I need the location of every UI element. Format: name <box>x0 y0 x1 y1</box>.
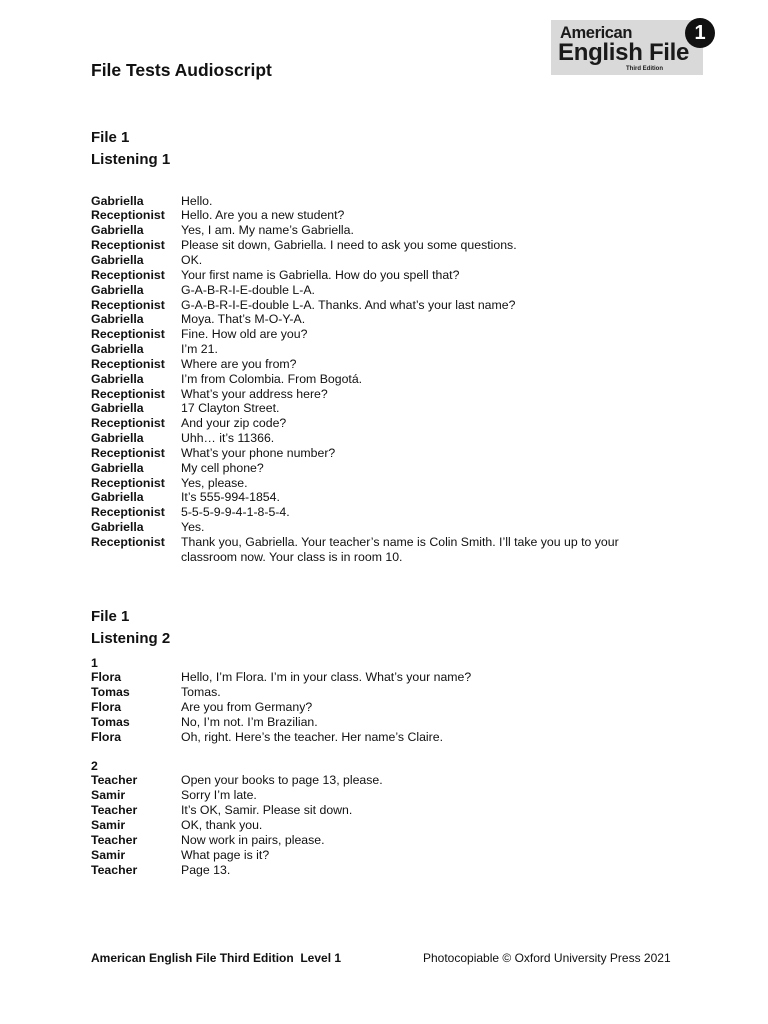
spoken-text: Uhh… it’s 11366. <box>181 431 275 446</box>
dialogue-line <box>91 700 649 715</box>
dialogue-line <box>91 312 649 327</box>
speaker-name: Flora <box>91 700 122 715</box>
speaker-name: Receptionist <box>91 535 165 549</box>
speaker-name: Flora <box>91 670 122 685</box>
listening-heading: Listening 1 <box>91 151 171 168</box>
spoken-text: And your zip code? <box>181 416 287 431</box>
spoken-text: 17 Clayton Street. <box>181 401 280 416</box>
footer-book-title: American English File Third Edition Level 1 <box>91 951 342 965</box>
dialogue-line <box>91 342 649 357</box>
logo-brand-line2: English File <box>558 39 690 66</box>
spoken-text: It’s 555-994-1854. <box>181 490 280 505</box>
page-title: File Tests Audioscript <box>91 60 272 80</box>
speaker-name: Gabriella <box>91 342 144 357</box>
spoken-text: OK. <box>181 252 203 267</box>
speaker-name: Gabriella <box>91 490 144 505</box>
dialogue-line <box>91 194 649 209</box>
spoken-text: Hello, I’m Flora. I’m in your class. What’s your name? <box>181 670 472 685</box>
speaker-name: Receptionist <box>91 238 165 253</box>
speaker-name: Gabriella <box>91 193 144 208</box>
spoken-text: Yes, I am. My name’s Gabriella. <box>181 223 354 238</box>
part-number: 2 <box>91 758 98 773</box>
speaker-name: Receptionist <box>91 416 165 431</box>
speaker-name: Samir <box>91 817 126 832</box>
dialogue-line <box>91 833 649 848</box>
dialogue-line <box>91 788 649 803</box>
spoken-text: Are you from Germany? <box>181 700 313 715</box>
speaker-name: Samir <box>91 788 126 803</box>
spoken-text: G-A-B-R-I-E-double L-A. <box>181 282 315 297</box>
speaker-name: Gabriella <box>91 371 144 386</box>
spoken-text: OK, thank you. <box>181 817 263 832</box>
speaker-name: Teacher <box>91 832 138 847</box>
dialogue-line <box>91 773 649 788</box>
logo-brand-line1: American <box>560 24 633 42</box>
dialogue-line <box>91 431 649 446</box>
speaker-name: Receptionist <box>91 356 165 371</box>
spoken-text: Yes. <box>181 520 205 535</box>
speaker-name: Receptionist <box>91 505 165 520</box>
spoken-text: Where are you from? <box>181 356 297 371</box>
spoken-text: No, I’m not. I’m Brazilian. <box>181 714 318 729</box>
spoken-text: Please sit down, Gabriella. I need to ask you some questions. <box>181 238 517 253</box>
speaker-name: Receptionist <box>91 267 165 282</box>
spoken-text: What’s your address here? <box>181 386 328 401</box>
dialogue-line <box>91 848 649 863</box>
file-heading: File 1 <box>91 608 130 625</box>
dialogue-line <box>91 253 649 268</box>
spoken-text: What page is it? <box>181 847 270 862</box>
dialogue-block <box>91 194 649 565</box>
spoken-text: I’m 21. <box>181 342 218 357</box>
dialogue-line <box>91 818 649 833</box>
spoken-text: Open your books to page 13, please. <box>181 773 383 788</box>
dialogue-block <box>91 759 649 878</box>
listening-heading: Listening 2 <box>91 630 171 647</box>
spoken-text: What’s your phone number? <box>181 445 336 460</box>
dialogue-line <box>91 283 649 298</box>
speaker-name: Teacher <box>91 803 138 818</box>
dialogue-line <box>91 298 649 313</box>
speaker-name: Gabriella <box>91 520 144 535</box>
spoken-text: Hello. <box>181 193 213 208</box>
speaker-name: Receptionist <box>91 445 165 460</box>
brand-logo <box>551 20 706 75</box>
spoken-text: Moya. That’s M-O-Y-A. <box>181 312 306 327</box>
dialogue-block <box>91 656 649 745</box>
spoken-text: Oh, right. Here’s the teacher. Her name’s Claire. <box>181 729 443 744</box>
speaker-name: Teacher <box>91 862 138 877</box>
dialogue-line <box>91 863 649 878</box>
dialogue-line <box>91 803 649 818</box>
spoken-text: It’s OK, Samir. Please sit down. <box>181 803 353 818</box>
dialogue-line <box>91 461 649 476</box>
spoken-text: Thank you, Gabriella. Your teacher’s name is Colin Smith. I’ll take you up to your classroom now. Your class is in room 10. <box>181 535 619 564</box>
speaker-name: Receptionist <box>91 475 165 490</box>
footer-copyright: Photocopiable © Oxford University Press 2021 <box>423 951 671 965</box>
dialogue-line <box>91 357 649 372</box>
dialogue-line <box>91 715 649 730</box>
dialogue-line <box>91 520 649 535</box>
dialogue-line <box>91 223 649 238</box>
dialogue-line <box>91 505 649 520</box>
logo-edition: Third Edition <box>626 66 663 72</box>
dialogue-line <box>91 670 649 685</box>
dialogue-line <box>91 476 649 491</box>
speaker-name: Samir <box>91 847 126 862</box>
speaker-name: Tomas <box>91 714 130 729</box>
dialogue-line <box>91 416 649 431</box>
dialogue-line <box>91 490 649 505</box>
speaker-name: Gabriella <box>91 282 144 297</box>
spoken-text: Tomas. <box>181 685 221 700</box>
spoken-text: Yes, please. <box>181 475 248 490</box>
spoken-text: G-A-B-R-I-E-double L-A. Thanks. And what’s your last name? <box>181 297 516 312</box>
part-number: 1 <box>91 655 98 670</box>
dialogue-line <box>91 208 649 223</box>
spoken-text: Page 13. <box>181 862 231 877</box>
spoken-text: Fine. How old are you? <box>181 327 308 342</box>
dialogue-line <box>91 446 649 461</box>
speaker-name: Receptionist <box>91 297 165 312</box>
speaker-name: Receptionist <box>91 386 165 401</box>
speaker-name: Gabriella <box>91 431 144 446</box>
speaker-name: Gabriella <box>91 252 144 267</box>
dialogue-line <box>91 268 649 283</box>
spoken-text: Hello. Are you a new student? <box>181 208 345 223</box>
speaker-name: Gabriella <box>91 223 144 238</box>
speaker-name: Receptionist <box>91 327 165 342</box>
dialogue-line <box>91 238 649 253</box>
dialogue-line <box>91 401 649 416</box>
dialogue-line <box>91 327 649 342</box>
level-badge: 1 <box>685 18 715 48</box>
spoken-text: Your first name is Gabriella. How do you spell that? <box>181 267 460 282</box>
spoken-text: Now work in pairs, please. <box>181 832 325 847</box>
dialogue-line <box>91 685 649 700</box>
spoken-text: My cell phone? <box>181 460 264 475</box>
file-heading: File 1 <box>91 129 130 146</box>
spoken-text: Sorry I’m late. <box>181 788 257 803</box>
spoken-text: 5-5-5-9-9-4-1-8-5-4. <box>181 505 290 520</box>
dialogue-line <box>91 730 649 745</box>
speaker-name: Gabriella <box>91 460 144 475</box>
speaker-name: Gabriella <box>91 401 144 416</box>
spoken-text: I’m from Colombia. From Bogotá. <box>181 371 363 386</box>
dialogue-line <box>91 535 649 565</box>
dialogue-line <box>91 372 649 387</box>
speaker-name: Receptionist <box>91 208 165 223</box>
speaker-name: Flora <box>91 729 122 744</box>
speaker-name: Gabriella <box>91 312 144 327</box>
dialogue-line <box>91 387 649 402</box>
speaker-name: Teacher <box>91 773 138 788</box>
speaker-name: Tomas <box>91 685 130 700</box>
